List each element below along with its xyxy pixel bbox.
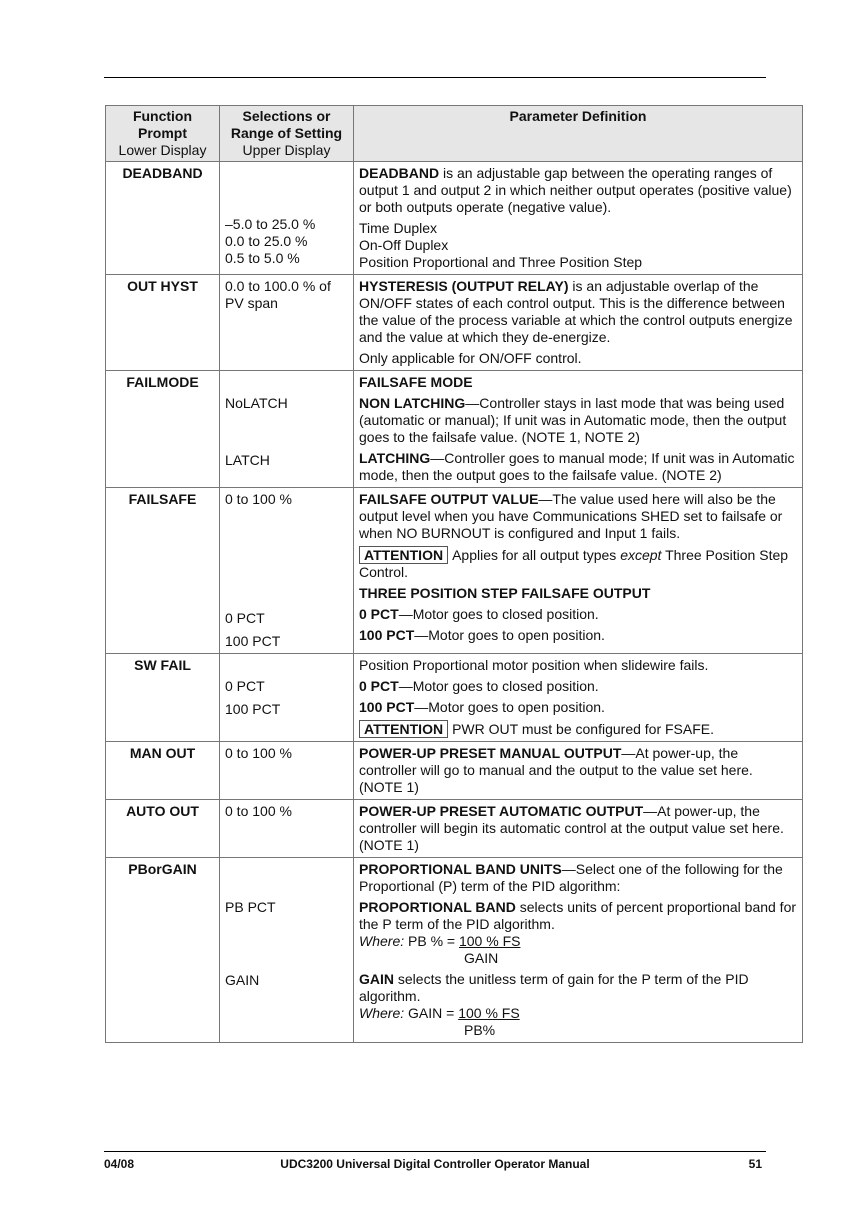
header-function-prompt bbox=[106, 106, 220, 162]
selection-value: 0 to 100 % bbox=[225, 491, 292, 507]
definition-cell bbox=[354, 162, 803, 275]
footer-rule bbox=[104, 1151, 766, 1152]
note-text: Only applicable for ON/OFF control. bbox=[359, 350, 582, 366]
definition-paragraph bbox=[359, 450, 797, 484]
term: PROPORTIONAL BAND bbox=[359, 899, 516, 915]
prompt-cell: OUT HYST bbox=[106, 275, 220, 371]
prompt-cell: AUTO OUT bbox=[106, 800, 220, 858]
definition-text: Position Proportional motor position when slidewire fails. bbox=[359, 657, 709, 673]
selection-cell bbox=[220, 654, 354, 742]
attention-note bbox=[359, 720, 797, 738]
term: THREE POSITION STEP FAILSAFE OUTPUT bbox=[359, 585, 651, 601]
parameter-table bbox=[105, 105, 803, 1043]
selection-value: 0 PCT bbox=[225, 610, 265, 626]
table-row bbox=[106, 488, 803, 654]
definition-text: —Select one of the following for the Proportional (P) term of the PID algorithm: bbox=[359, 861, 783, 894]
definition-cell bbox=[354, 371, 803, 488]
selection-value: GAIN bbox=[225, 972, 260, 988]
definition-cell bbox=[354, 488, 803, 654]
formula-lhs: PB % = bbox=[404, 933, 459, 949]
table-row bbox=[106, 162, 803, 275]
formula-numerator: 100 % FS bbox=[458, 933, 521, 949]
header-selections bbox=[220, 106, 354, 162]
definition-paragraph bbox=[359, 678, 797, 695]
definition-title bbox=[359, 585, 797, 602]
table-row bbox=[106, 800, 803, 858]
table-row bbox=[106, 654, 803, 742]
definition-cell bbox=[354, 858, 803, 1043]
header-subtext: Lower Display bbox=[118, 142, 207, 158]
definition-paragraph bbox=[359, 699, 797, 716]
term: NON LATCHING bbox=[359, 395, 466, 411]
selection-value: LATCH bbox=[225, 452, 270, 468]
term: 100 PCT bbox=[359, 627, 415, 643]
header-text: Selections or bbox=[242, 108, 331, 124]
formula-lhs: GAIN = bbox=[404, 1005, 459, 1021]
definition-text: —Motor goes to open position. bbox=[414, 699, 605, 715]
definition-text: —Controller stays in last mode that was being used (automatic or manual); If unit was in Automatic mode, then the output goes to the failsafe value. (NOTE 1, NOTE 2) bbox=[359, 395, 787, 445]
attention-badge: ATTENTION bbox=[359, 546, 448, 564]
definition-cell bbox=[354, 800, 803, 858]
term: LATCHING bbox=[359, 450, 431, 466]
selection-value: PB PCT bbox=[225, 899, 276, 915]
table-row bbox=[106, 275, 803, 371]
selection-cell bbox=[220, 371, 354, 488]
definition-paragraph bbox=[359, 627, 797, 644]
attention-note bbox=[359, 546, 797, 581]
definition-cell bbox=[354, 275, 803, 371]
selection-cell: 0 to 100 % bbox=[220, 742, 354, 800]
definition-text: —At power-up, the controller will go to manual and the output to the value set here. (NOTE 1) bbox=[359, 745, 753, 795]
term: 100 PCT bbox=[359, 699, 415, 715]
attention-text: Applies for all output types bbox=[452, 547, 621, 563]
formula bbox=[359, 933, 797, 950]
formula-where: Where: bbox=[359, 933, 405, 949]
definition-text: —Controller goes to manual mode; If unit was in Automatic mode, then the output goes to the failsafe value. (NOTE 2) bbox=[359, 450, 795, 483]
definition-paragraph bbox=[359, 606, 797, 623]
definition-text: is an adjustable gap between the operating ranges of output 1 and output 2 in which neither output operates (positive value) or both outputs operate (negative value). bbox=[359, 165, 792, 215]
definition-paragraph bbox=[359, 971, 797, 1039]
definition-text: selects the unitless term of gain for the P term of the PID algorithm. bbox=[359, 971, 749, 1004]
term: 0 PCT bbox=[359, 606, 399, 622]
prompt-cell: FAILMODE bbox=[106, 371, 220, 488]
definition-paragraph bbox=[359, 899, 797, 967]
header-parameter-definition: Parameter Definition bbox=[354, 106, 803, 162]
term: DEADBAND bbox=[359, 165, 440, 181]
selection-value: 100 PCT bbox=[225, 633, 281, 649]
option-text: On-Off Duplex bbox=[359, 237, 449, 253]
selection-value: 100 PCT bbox=[225, 701, 281, 717]
formula-where: Where: bbox=[359, 1005, 405, 1021]
prompt-cell: MAN OUT bbox=[106, 742, 220, 800]
option-text: Position Proportional and Three Position Step bbox=[359, 254, 643, 270]
definition-text: —Motor goes to open position. bbox=[414, 627, 605, 643]
term: POWER-UP PRESET AUTOMATIC OUTPUT bbox=[359, 803, 644, 819]
definition-text: —The value used here will also be the output level when you have Communications SHED set to failsafe or when NO BURNOUT is configured and Input 1 fails. bbox=[359, 491, 783, 541]
formula-denominator: GAIN bbox=[464, 950, 499, 966]
definition-paragraph bbox=[359, 165, 797, 216]
prompt-cell: FAILSAFE bbox=[106, 488, 220, 654]
header-text: Prompt bbox=[138, 125, 187, 141]
prompt-cell: PBorGAIN bbox=[106, 858, 220, 1043]
attention-text: Three Position Step Control. bbox=[359, 547, 789, 580]
term: 0 PCT bbox=[359, 678, 399, 694]
definition-paragraph bbox=[359, 278, 797, 346]
definition-text: —Motor goes to closed position. bbox=[398, 678, 599, 694]
table-row bbox=[106, 371, 803, 488]
definition-paragraph bbox=[359, 491, 797, 542]
term: PROPORTIONAL BAND UNITS bbox=[359, 861, 562, 877]
table-row bbox=[106, 858, 803, 1043]
footer-date: 04/08 bbox=[104, 1157, 135, 1171]
term: POWER-UP PRESET MANUAL OUTPUT bbox=[359, 745, 622, 761]
definition-paragraph bbox=[359, 395, 797, 446]
prompt-cell: DEADBAND bbox=[106, 162, 220, 275]
selection-value: 0 PCT bbox=[225, 678, 265, 694]
definition-text: is an adjustable overlap of the ON/OFF states of each control output. This is the difference between the value of the process variable at which the control outputs energize and the value at which they de-energize. bbox=[359, 278, 793, 345]
selection-value: 0.5 to 5.0 % bbox=[225, 250, 300, 266]
definition-cell bbox=[354, 654, 803, 742]
attention-text: PWR OUT must be configured for FSAFE. bbox=[452, 721, 715, 737]
footer-title: UDC3200 Universal Digital Controller Operator Manual bbox=[280, 1157, 590, 1171]
attention-emphasis: except bbox=[620, 547, 662, 563]
selection-value: NoLATCH bbox=[225, 395, 288, 411]
header-subtext: Upper Display bbox=[242, 142, 331, 158]
definition-paragraph bbox=[359, 745, 797, 796]
definition-text: selects units of percent proportional band for the P term of the PID algorithm. bbox=[359, 899, 797, 932]
selection-cell bbox=[220, 488, 354, 654]
formula bbox=[359, 1005, 797, 1022]
formula-denominator: PB% bbox=[464, 1022, 496, 1038]
page-number: 51 bbox=[748, 1157, 762, 1171]
attention-badge: ATTENTION bbox=[359, 720, 448, 738]
selection-value: –5.0 to 25.0 % bbox=[225, 216, 316, 232]
selection-cell: 0 to 100 % bbox=[220, 800, 354, 858]
formula-numerator: 100 % FS bbox=[458, 1005, 520, 1021]
term: HYSTERESIS (OUTPUT RELAY) bbox=[359, 278, 569, 294]
term: FAILSAFE OUTPUT VALUE bbox=[359, 491, 539, 507]
selection-value: 0.0 to 25.0 % bbox=[225, 233, 308, 249]
term: FAILSAFE MODE bbox=[359, 374, 473, 390]
prompt-cell: SW FAIL bbox=[106, 654, 220, 742]
definition-text: —At power-up, the controller will begin its automatic control at the output value set here. (NOTE 1) bbox=[359, 803, 784, 853]
option-text: Time Duplex bbox=[359, 220, 438, 236]
definition-title bbox=[359, 374, 797, 391]
term: GAIN bbox=[359, 971, 394, 987]
selection-cell bbox=[220, 858, 354, 1043]
definition-paragraph bbox=[359, 803, 797, 854]
definition-paragraph bbox=[359, 861, 797, 895]
definition-cell bbox=[354, 742, 803, 800]
selection-cell: 0.0 to 100.0 % of PV span bbox=[220, 275, 354, 371]
header-text: Range of Setting bbox=[230, 125, 343, 141]
table-header-row bbox=[106, 106, 803, 162]
definition-text: —Motor goes to closed position. bbox=[398, 606, 599, 622]
table-row bbox=[106, 742, 803, 800]
selection-cell bbox=[220, 162, 354, 275]
header-text: Function bbox=[132, 108, 193, 124]
header-rule bbox=[104, 77, 766, 78]
